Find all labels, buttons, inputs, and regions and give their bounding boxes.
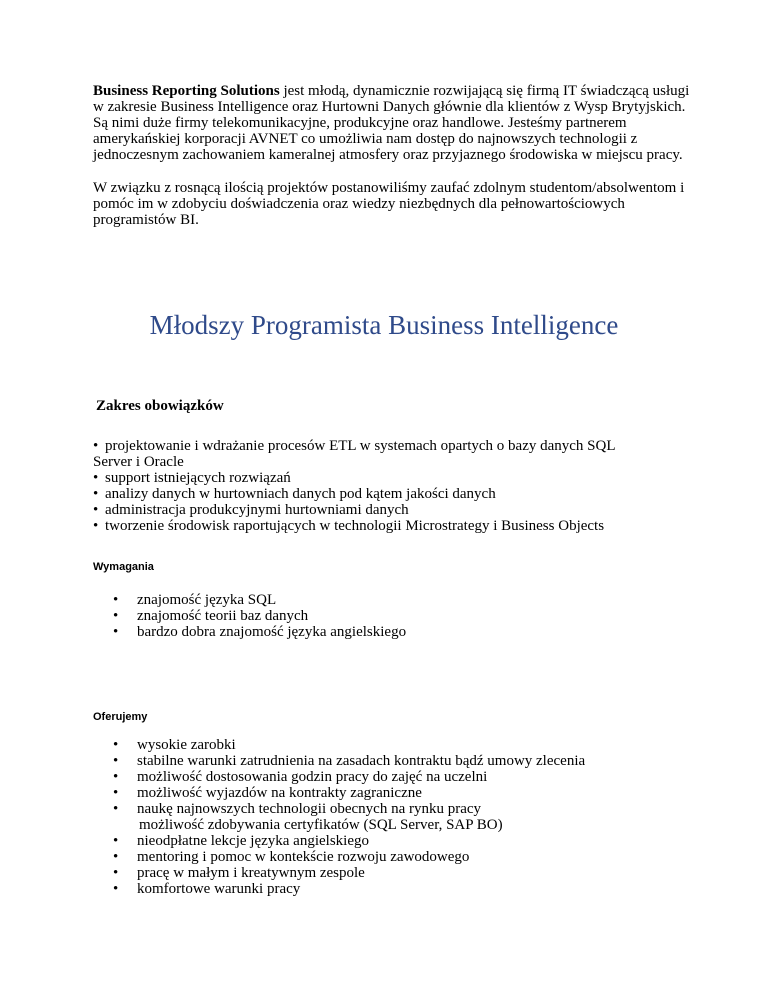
list-item — [93, 486, 693, 502]
bullet-icon: • — [93, 486, 99, 502]
list-item-text: znajomość języka SQL — [137, 592, 277, 608]
list-item — [113, 785, 713, 801]
list-item-text: tworzenie środowisk raportujących w technologii Microstrategy i Business Objects — [105, 518, 605, 534]
intro-paragraph-1 — [93, 83, 703, 163]
offer-heading: Oferujemy — [93, 711, 148, 723]
bullet-icon: • — [113, 592, 119, 608]
list-item — [93, 502, 693, 518]
bullet-icon: • — [113, 865, 119, 881]
bullet-icon: • — [113, 785, 119, 801]
list-item — [113, 865, 713, 881]
list-item-text: support istniejących rozwiązań — [105, 470, 291, 486]
list-item-text: Server i Oracle — [93, 454, 184, 470]
bullet-icon: • — [113, 737, 119, 753]
list-item-text: mentoring i pomoc w kontekście rozwoju zawodowego — [137, 849, 470, 865]
list-item-text: znajomość teorii baz danych — [137, 608, 309, 624]
bullet-icon: • — [113, 849, 119, 865]
list-item — [113, 849, 713, 865]
duties-list — [93, 438, 693, 534]
list-item-text: możliwość dostosowania godzin pracy do zajęć na uczelni — [137, 769, 488, 785]
intro-paragraph-1-text: jest młodą, dynamicznie rozwijającą się firmą IT świadczącą usługi w zakresie Business Intelligence oraz Hurtowni Danych głównie dla klientów z Wysp Brytyjskich. Są nimi duże firmy telekomunikacyjne, produkcyjne oraz handlowe. Jesteśmy partnerem amerykańskiej korporacji AVNET co umożliwia nam dostęp do najnowszych technologii z jednoczesnym zachowaniem kameralnej atmosfery oraz przyjaznego środowiska w miejscu pracy. — [93, 83, 690, 163]
list-item — [113, 737, 713, 753]
bullet-icon: • — [93, 502, 99, 518]
intro-paragraph-2: W związku z rosnącą ilością projektów postanowiliśmy zaufać zdolnym studentom/absolwentom i pomóc im w zdobyciu doświadczenia oraz wiedzy niezbędnych dla pełnowartościowych programistów BI. — [93, 180, 685, 228]
list-item-text: analizy danych w hurtowniach danych pod kątem jakości danych — [105, 486, 496, 502]
list-item-text: możliwość zdobywania certyfikatów (SQL Server, SAP BO) — [139, 817, 503, 833]
list-item-text: wysokie zarobki — [137, 737, 236, 753]
list-item-text: możliwość wyjazdów na kontrakty zagraniczne — [137, 785, 422, 801]
list-item — [113, 817, 713, 833]
list-item-text: administracja produkcyjnymi hurtowniami danych — [105, 502, 409, 518]
bullet-icon: • — [113, 753, 119, 769]
requirements-list — [113, 592, 713, 640]
list-item — [113, 881, 713, 897]
bullet-icon: • — [93, 438, 99, 454]
list-item — [93, 438, 693, 454]
bullet-icon: • — [93, 470, 99, 486]
bullet-icon: • — [113, 624, 119, 640]
bullet-icon: • — [113, 608, 119, 624]
list-item — [93, 470, 693, 486]
list-item — [113, 833, 713, 849]
list-item-text: bardzo dobra znajomość języka angielskiego — [137, 624, 407, 640]
offer-list — [113, 737, 713, 897]
list-item-text: projektowanie i wdrażanie procesów ETL w systemach opartych o bazy danych SQL — [105, 438, 616, 454]
list-item — [93, 518, 693, 534]
list-item — [113, 624, 713, 640]
bullet-icon: • — [113, 769, 119, 785]
bullet-icon: • — [113, 881, 119, 897]
bullet-icon: • — [113, 833, 119, 849]
list-item-text: naukę najnowszych technologii obecnych na rynku pracy — [137, 801, 482, 817]
company-name: Business Reporting Solutions — [93, 83, 280, 99]
list-item — [113, 769, 713, 785]
list-item-text: pracę w małym i kreatywnym zespole — [137, 865, 365, 881]
list-item — [113, 753, 713, 769]
intro-section — [93, 83, 703, 228]
duties-heading: Zakres obowiązków — [96, 398, 224, 414]
job-title: Młodszy Programista Business Intelligence — [149, 310, 619, 340]
list-item — [113, 592, 713, 608]
bullet-icon: • — [113, 801, 119, 817]
list-item-text: nieodpłatne lekcje języka angielskiego — [137, 833, 369, 849]
list-item — [113, 801, 713, 817]
requirements-heading: Wymagania — [93, 561, 154, 573]
list-item-continuation — [93, 454, 693, 470]
list-item-text: stabilne warunki zatrudnienia na zasadach kontraktu bądź umowy zlecenia — [137, 753, 586, 769]
bullet-icon: • — [93, 518, 99, 534]
list-item-text: komfortowe warunki pracy — [137, 881, 301, 897]
list-item — [113, 608, 713, 624]
